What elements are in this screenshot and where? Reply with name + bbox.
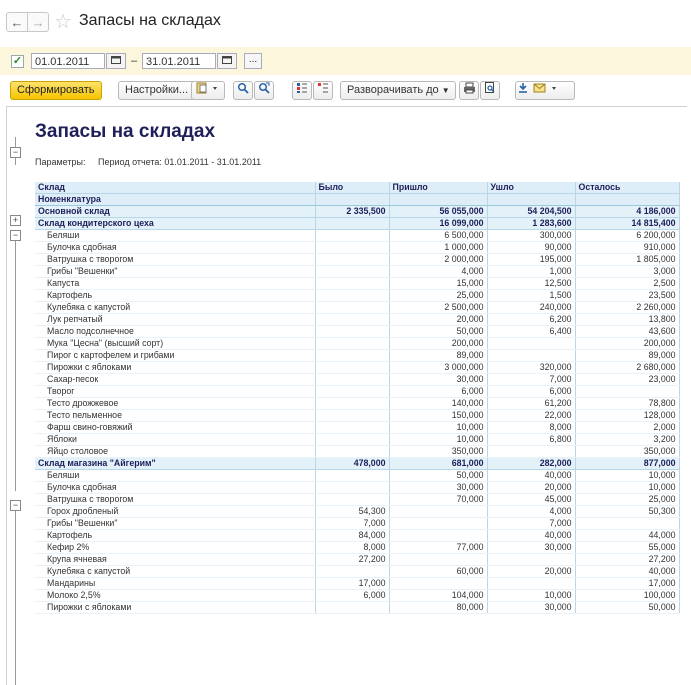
cell-remaining[interactable]: 2,500 [575, 278, 679, 290]
cell-outgoing[interactable]: 6,800 [487, 434, 575, 446]
cell-name[interactable]: Тесто дрожжевое [35, 398, 315, 410]
cell-outgoing[interactable]: 7,000 [487, 374, 575, 386]
outline-line [15, 511, 16, 685]
table-row[interactable] [35, 326, 679, 338]
cell-outgoing[interactable] [487, 350, 575, 362]
table-row[interactable] [35, 518, 679, 530]
cell-incoming[interactable]: 16 099,000 [389, 218, 487, 230]
cell-incoming[interactable]: 50,000 [389, 470, 487, 482]
cell-name[interactable]: Ватрушка с творогом [35, 254, 315, 266]
cell-outgoing[interactable]: 6,000 [487, 386, 575, 398]
cell-name[interactable]: Тесто пельменное [35, 410, 315, 422]
cell-name[interactable]: Кулебяка с капустой [35, 302, 315, 314]
cell-name[interactable]: Пирожки с яблоками [35, 602, 315, 614]
cell-incoming[interactable] [389, 518, 487, 530]
cell-incoming[interactable] [389, 554, 487, 566]
calendar-to-icon[interactable] [217, 53, 237, 69]
cell-remaining[interactable]: 44,000 [575, 530, 679, 542]
table-row[interactable] [35, 470, 679, 482]
table-row[interactable] [35, 362, 679, 374]
cell-outgoing[interactable]: 40,000 [487, 470, 575, 482]
cell-incoming[interactable]: 50,000 [389, 326, 487, 338]
cell-outgoing[interactable]: 240,000 [487, 302, 575, 314]
cell-was[interactable]: 17,000 [315, 578, 389, 590]
cell-remaining[interactable]: 100,000 [575, 590, 679, 602]
cell-incoming[interactable]: 4,000 [389, 266, 487, 278]
back-arrow-icon[interactable]: ← [6, 12, 28, 32]
cell-remaining[interactable]: 17,000 [575, 578, 679, 590]
cell-was[interactable]: 478,000 [315, 458, 389, 470]
cell-was[interactable] [315, 338, 389, 350]
column-header-nomenclature[interactable]: Номенклатура [35, 194, 315, 206]
cell-remaining[interactable]: 10,000 [575, 482, 679, 494]
cell-name[interactable]: Картофель [35, 290, 315, 302]
cell-incoming[interactable]: 10,000 [389, 434, 487, 446]
table-row[interactable] [35, 302, 679, 314]
cell-outgoing[interactable]: 6,200 [487, 314, 575, 326]
outline-line [15, 241, 16, 491]
cell-name[interactable]: Молоко 2,5% [35, 590, 315, 602]
table-row[interactable] [35, 554, 679, 566]
cell-was[interactable] [315, 230, 389, 242]
cell-remaining[interactable]: 55,000 [575, 542, 679, 554]
cell-name[interactable]: Беляши [35, 470, 315, 482]
cell-remaining[interactable]: 23,000 [575, 374, 679, 386]
table-row[interactable] [35, 578, 679, 590]
report-title: Запасы на складах [35, 121, 216, 142]
cell-remaining[interactable]: 6 200,000 [575, 230, 679, 242]
cell-outgoing[interactable]: 22,000 [487, 410, 575, 422]
cell-outgoing[interactable] [487, 338, 575, 350]
report-parameters [35, 157, 261, 167]
cell-was[interactable] [315, 446, 389, 458]
variants-dropdown-icon[interactable] [191, 81, 225, 100]
cell-was[interactable] [315, 410, 389, 422]
cell-was[interactable] [315, 494, 389, 506]
cell-was[interactable]: 8,000 [315, 542, 389, 554]
cell-was[interactable]: 84,000 [315, 530, 389, 542]
cell-outgoing[interactable]: 282,000 [487, 458, 575, 470]
cell-remaining[interactable]: 1 805,000 [575, 254, 679, 266]
cell-remaining[interactable]: 13,800 [575, 314, 679, 326]
toolbar [0, 79, 691, 103]
cell-name[interactable]: Масло подсолнечное [35, 326, 315, 338]
group-expand-icon[interactable] [292, 81, 312, 100]
table-row[interactable] [35, 410, 679, 422]
cell-incoming[interactable]: 350,000 [389, 446, 487, 458]
cell-outgoing[interactable]: 195,000 [487, 254, 575, 266]
cell-remaining[interactable] [575, 386, 679, 398]
cell-name[interactable]: Грибы "Вешенки" [35, 518, 315, 530]
cell-was[interactable] [315, 350, 389, 362]
expand-to-dropdown[interactable] [340, 81, 456, 100]
table-row[interactable] [35, 398, 679, 410]
cell-outgoing[interactable]: 45,000 [487, 494, 575, 506]
cell-outgoing[interactable]: 20,000 [487, 566, 575, 578]
cell-incoming[interactable]: 80,000 [389, 602, 487, 614]
cell-name[interactable]: Пирожки с яблоками [35, 362, 315, 374]
cell-was[interactable]: 7,000 [315, 518, 389, 530]
cell-incoming[interactable]: 70,000 [389, 494, 487, 506]
cell-outgoing[interactable]: 6,400 [487, 326, 575, 338]
cell-remaining[interactable]: 2 260,000 [575, 302, 679, 314]
date-separator: – [131, 55, 138, 67]
parameters-label: Параметры: [35, 157, 86, 167]
table-row[interactable] [35, 434, 679, 446]
cell-remaining[interactable]: 200,000 [575, 338, 679, 350]
cell-name[interactable]: Горох дробленый [35, 506, 315, 518]
cell-incoming[interactable]: 15,000 [389, 278, 487, 290]
cell-remaining[interactable]: 350,000 [575, 446, 679, 458]
cell-name[interactable]: Ватрушка с творогом [35, 494, 315, 506]
cell-was[interactable] [315, 278, 389, 290]
column-header-outgoing[interactable]: Ушло [487, 182, 575, 194]
cell-incoming[interactable]: 20,000 [389, 314, 487, 326]
table-row[interactable] [35, 422, 679, 434]
print-preview-icon[interactable] [480, 81, 500, 100]
cell-outgoing[interactable]: 90,000 [487, 242, 575, 254]
cell-was[interactable] [315, 566, 389, 578]
cell-incoming[interactable]: 104,000 [389, 590, 487, 602]
cell-remaining[interactable]: 910,000 [575, 242, 679, 254]
table-row[interactable] [35, 602, 679, 614]
collapse-shop-warehouse-icon[interactable]: − [10, 500, 21, 511]
cell-was[interactable] [315, 254, 389, 266]
cell-incoming[interactable]: 25,000 [389, 290, 487, 302]
cell-name[interactable]: Творог [35, 386, 315, 398]
cell-outgoing[interactable]: 1,000 [487, 266, 575, 278]
table-row[interactable] [35, 530, 679, 542]
table-row[interactable] [35, 266, 679, 278]
column-header-warehouse[interactable]: Склад [35, 182, 315, 194]
table-row[interactable] [35, 338, 679, 350]
cell-remaining[interactable]: 78,800 [575, 398, 679, 410]
cell-remaining[interactable]: 3,000 [575, 266, 679, 278]
cell-incoming[interactable]: 150,000 [389, 410, 487, 422]
save-send-dropdown[interactable] [515, 81, 575, 100]
cell-outgoing[interactable]: 54 204,500 [487, 206, 575, 218]
cell-outgoing[interactable]: 7,000 [487, 518, 575, 530]
table-row[interactable] [35, 542, 679, 554]
cell-remaining[interactable]: 4 186,000 [575, 206, 679, 218]
cell-remaining[interactable]: 2 680,000 [575, 362, 679, 374]
cell-outgoing[interactable]: 61,200 [487, 398, 575, 410]
cell-outgoing[interactable]: 10,000 [487, 590, 575, 602]
table-row[interactable] [35, 482, 679, 494]
settings-button[interactable]: Настройки... [118, 81, 195, 100]
cell-name[interactable]: Крупа ячневая [35, 554, 315, 566]
table-row[interactable] [35, 590, 679, 602]
cell-remaining[interactable]: 25,000 [575, 494, 679, 506]
cell-incoming[interactable]: 6,000 [389, 386, 487, 398]
calendar-from-icon[interactable] [106, 53, 126, 69]
cell-outgoing[interactable] [487, 578, 575, 590]
chevron-down-icon: ▼ [441, 86, 450, 95]
cell-incoming[interactable]: 89,000 [389, 350, 487, 362]
group-gutter [7, 107, 31, 685]
cell-name[interactable]: Пирог с картофелем и грибами [35, 350, 315, 362]
cell-name[interactable]: Склад магазина "Айгерим" [35, 458, 315, 470]
cell-remaining[interactable]: 50,000 [575, 602, 679, 614]
cell-incoming[interactable]: 56 055,000 [389, 206, 487, 218]
table-row[interactable] [35, 290, 679, 302]
cell-remaining[interactable]: 50,300 [575, 506, 679, 518]
cell-outgoing[interactable]: 320,000 [487, 362, 575, 374]
expand-to-label: Разворачивать до [347, 84, 439, 96]
cell-outgoing[interactable]: 30,000 [487, 542, 575, 554]
cell-name[interactable]: Мандарины [35, 578, 315, 590]
expand-main-warehouse-icon[interactable]: + [10, 215, 21, 226]
cell-outgoing[interactable]: 300,000 [487, 230, 575, 242]
cell-remaining[interactable]: 23,500 [575, 290, 679, 302]
table-row[interactable] [35, 566, 679, 578]
date-from-field[interactable]: 01.01.2011 [31, 53, 105, 69]
group-row[interactable] [35, 458, 679, 470]
forward-arrow-icon[interactable]: → [27, 12, 49, 32]
group-collapse-icon[interactable] [313, 81, 333, 100]
cell-was[interactable] [315, 326, 389, 338]
cell-name[interactable]: Кулебяка с капустой [35, 566, 315, 578]
cell-incoming[interactable]: 200,000 [389, 338, 487, 350]
column-header-remaining[interactable]: Осталось [575, 182, 679, 194]
cell-was[interactable] [315, 470, 389, 482]
cell-was[interactable] [315, 362, 389, 374]
cell-incoming[interactable]: 140,000 [389, 398, 487, 410]
generate-button[interactable]: Сформировать [10, 81, 102, 100]
cell-name[interactable]: Фарш свино-говяжий [35, 422, 315, 434]
cell-outgoing[interactable]: 12,500 [487, 278, 575, 290]
cell-outgoing[interactable]: 8,000 [487, 422, 575, 434]
cell-incoming[interactable]: 2 000,000 [389, 254, 487, 266]
cell-remaining[interactable]: 40,000 [575, 566, 679, 578]
cell-incoming[interactable] [389, 578, 487, 590]
cell-name[interactable]: Основной склад [35, 206, 315, 218]
collapse-parameters-icon[interactable]: − [10, 147, 21, 158]
cell-incoming[interactable]: 681,000 [389, 458, 487, 470]
cell-outgoing[interactable] [487, 446, 575, 458]
report-table [35, 182, 680, 614]
parameters-value: Период отчета: 01.01.2011 - 31.01.2011 [98, 157, 262, 167]
cell-remaining[interactable] [575, 518, 679, 530]
table-header-row [35, 182, 679, 194]
table-row[interactable] [35, 230, 679, 242]
window-titlebar [0, 0, 691, 42]
cell-remaining[interactable]: 877,000 [575, 458, 679, 470]
cell-incoming[interactable]: 60,000 [389, 566, 487, 578]
cell-incoming[interactable] [389, 530, 487, 542]
cell-was[interactable] [315, 314, 389, 326]
cell-name[interactable]: Яблоки [35, 434, 315, 446]
window-title: Запасы на складах [79, 12, 221, 29]
cell-remaining[interactable]: 14 815,400 [575, 218, 679, 230]
cell-name[interactable]: Грибы "Вешенки" [35, 266, 315, 278]
cell-incoming[interactable]: 6 500,000 [389, 230, 487, 242]
cell-was[interactable] [315, 398, 389, 410]
cell-incoming[interactable]: 3 000,000 [389, 362, 487, 374]
cell-was[interactable] [315, 602, 389, 614]
search-next-icon[interactable] [254, 81, 274, 100]
table-subheader-row [35, 194, 679, 206]
collapse-confectionery-warehouse-icon[interactable]: − [10, 230, 21, 241]
table-row[interactable] [35, 314, 679, 326]
cell-name[interactable]: Булочка сдобная [35, 482, 315, 494]
cell-name[interactable]: Мука "Цесна" (высший сорт) [35, 338, 315, 350]
cell-incoming[interactable]: 30,000 [389, 482, 487, 494]
cell-name[interactable]: Картофель [35, 530, 315, 542]
cell-name[interactable]: Капуста [35, 278, 315, 290]
cell-remaining[interactable]: 3,200 [575, 434, 679, 446]
report-area [6, 106, 687, 685]
cell-name[interactable]: Кефир 2% [35, 542, 315, 554]
cell-was[interactable] [315, 266, 389, 278]
cell-incoming[interactable]: 10,000 [389, 422, 487, 434]
cell-was[interactable]: 6,000 [315, 590, 389, 602]
table-row[interactable] [35, 506, 679, 518]
cell-was[interactable] [315, 290, 389, 302]
cell-remaining[interactable]: 10,000 [575, 470, 679, 482]
cell-was[interactable] [315, 386, 389, 398]
cell-outgoing[interactable]: 40,000 [487, 530, 575, 542]
period-checkbox[interactable]: ✓ [12, 55, 23, 67]
cell-was[interactable] [315, 218, 389, 230]
cell-remaining[interactable]: 43,600 [575, 326, 679, 338]
cell-outgoing[interactable]: 4,000 [487, 506, 575, 518]
period-select-button[interactable]: ... [244, 53, 262, 69]
table-row[interactable] [35, 494, 679, 506]
cell-outgoing[interactable]: 30,000 [487, 602, 575, 614]
favorite-star-icon[interactable]: ☆ [54, 11, 72, 33]
cell-remaining[interactable]: 89,000 [575, 350, 679, 362]
print-icon[interactable] [459, 81, 479, 100]
cell-was[interactable] [315, 302, 389, 314]
cell-name[interactable]: Склад кондитерского цеха [35, 218, 315, 230]
cell-remaining[interactable]: 27,200 [575, 554, 679, 566]
cell-name[interactable]: Лук репчатый [35, 314, 315, 326]
table-row[interactable] [35, 278, 679, 290]
cell-was[interactable]: 27,200 [315, 554, 389, 566]
cell-incoming[interactable]: 2 500,000 [389, 302, 487, 314]
column-header-was[interactable]: Было [315, 182, 389, 194]
search-icon[interactable] [233, 81, 253, 100]
cell-name[interactable]: Сахар-песок [35, 374, 315, 386]
cell-remaining[interactable]: 2,000 [575, 422, 679, 434]
column-header-incoming[interactable]: Пришло [389, 182, 487, 194]
group-row[interactable] [35, 206, 679, 218]
cell-name[interactable]: Яйцо столовое [35, 446, 315, 458]
cell-remaining[interactable]: 128,000 [575, 410, 679, 422]
cell-was[interactable] [315, 482, 389, 494]
cell-incoming[interactable]: 1 000,000 [389, 242, 487, 254]
cell-was[interactable] [315, 374, 389, 386]
period-bar [0, 47, 691, 75]
cell-was[interactable] [315, 422, 389, 434]
cell-outgoing[interactable]: 20,000 [487, 482, 575, 494]
cell-was[interactable]: 2 335,500 [315, 206, 389, 218]
cell-incoming[interactable] [389, 506, 487, 518]
cell-name[interactable]: Булочка сдобная [35, 242, 315, 254]
table-row[interactable] [35, 386, 679, 398]
table-row[interactable] [35, 242, 679, 254]
cell-incoming[interactable]: 77,000 [389, 542, 487, 554]
cell-outgoing[interactable]: 1,500 [487, 290, 575, 302]
cell-was[interactable] [315, 242, 389, 254]
cell-incoming[interactable]: 30,000 [389, 374, 487, 386]
date-to-field[interactable]: 31.01.2011 [142, 53, 216, 69]
cell-outgoing[interactable] [487, 554, 575, 566]
table-row[interactable] [35, 350, 679, 362]
cell-outgoing[interactable]: 1 283,600 [487, 218, 575, 230]
cell-name[interactable]: Беляши [35, 230, 315, 242]
table-row[interactable] [35, 254, 679, 266]
table-row[interactable] [35, 446, 679, 458]
cell-was[interactable]: 54,300 [315, 506, 389, 518]
cell-was[interactable] [315, 434, 389, 446]
table-row[interactable] [35, 374, 679, 386]
group-row[interactable] [35, 218, 679, 230]
